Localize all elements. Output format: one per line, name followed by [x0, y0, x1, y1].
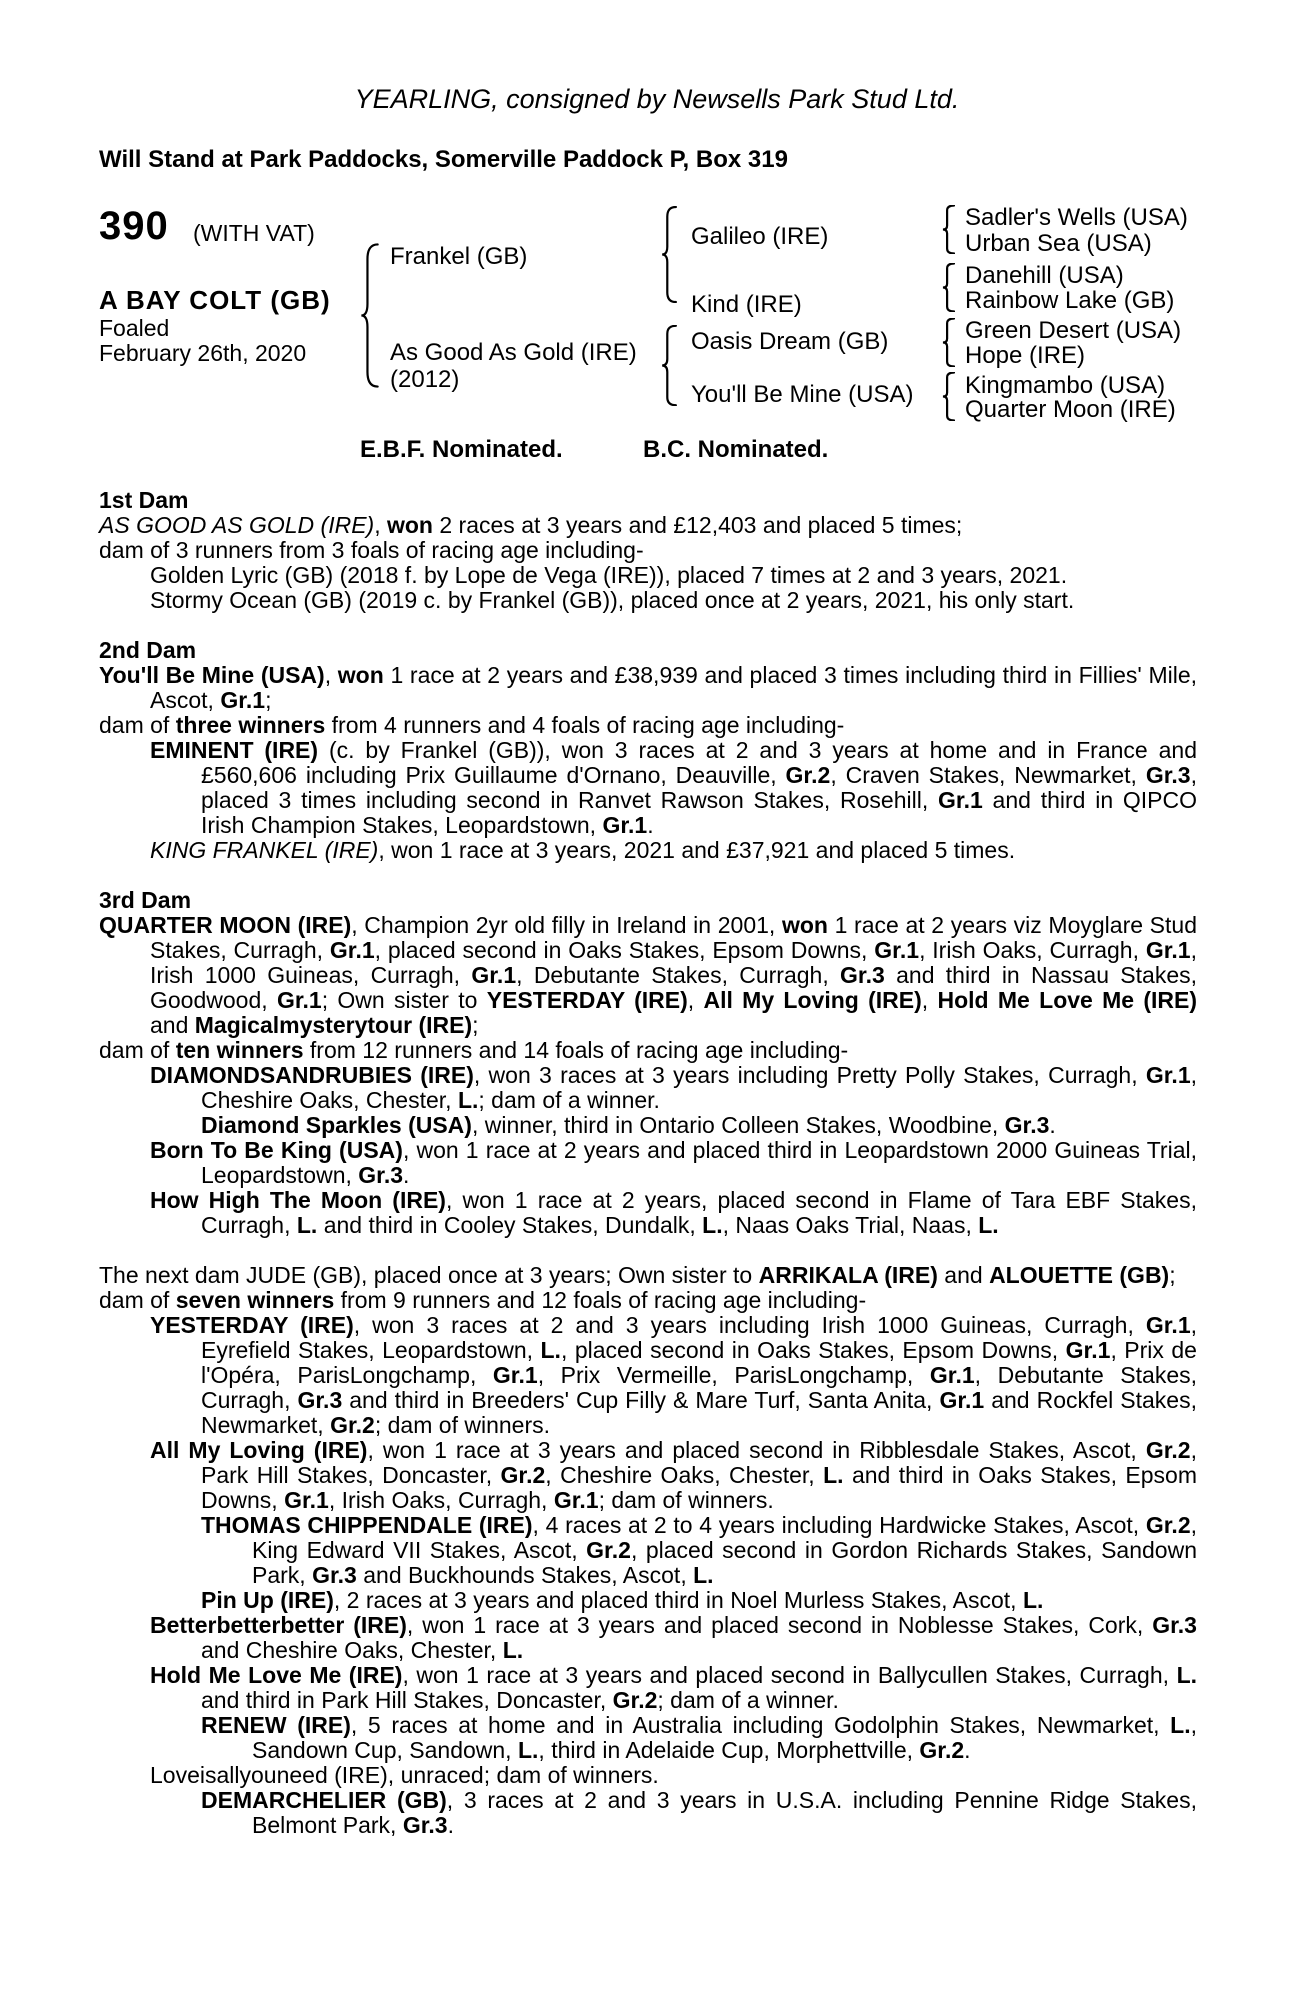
- pedigree-paragraph: Loveisallyouneed (IRE), unraced; dam of winners.: [150, 1762, 659, 1788]
- foaled-date: February 26th, 2020: [99, 340, 307, 366]
- pedigree-paragraph: Golden Lyric (GB) (2018 f. by Lope de Vega (IRE)), placed 7 times at 2 and 3 years, 2021.: [150, 562, 1068, 588]
- dam-section: [99, 1263, 1197, 1838]
- pedigree-paragraph: Born To Be King (USA), won 1 race at 2 years and placed third in Leopardstown 2000 Guineas Trial, Leopardstown, Gr.3.: [150, 1137, 1197, 1188]
- dam-section: [99, 638, 1197, 863]
- section-heading: 2nd Dam: [99, 637, 197, 663]
- great-grandparent-name: Sadler's Wells (USA): [965, 204, 1188, 231]
- dam-section: [99, 888, 1197, 1238]
- pedigree-paragraph: RENEW (IRE), 5 races at home and in Australia including Godolphin Stakes, Newmarket, L., Sandown Cup, Sandown, L., third in Adelaide Cup, Morphettville, Gr.2.: [201, 1712, 1197, 1763]
- great-grandparent-name: Danehill (USA): [965, 262, 1124, 289]
- pedigree-brace-sire: [661, 206, 677, 303]
- lot-number: 390: [99, 204, 169, 248]
- pedigree-paragraph: DIAMONDSANDRUBIES (IRE), won 3 races at 3 years including Pretty Polly Stakes, Curragh, Gr.1, Cheshire Oaks, Chester, L.; dam of a winner.: [150, 1062, 1198, 1113]
- pedigree-paragraph: THOMAS CHIPPENDALE (IRE), 4 races at 2 to 4 years including Hardwicke Stakes, Ascot, Gr.2, King Edward VII Stakes, Ascot, Gr.2, placed second in Gordon Richards Stakes, Sandown Park, Gr.3 and Buckhounds Stakes, Ascot, L.: [201, 1512, 1198, 1588]
- great-grandparent-name: Green Desert (USA): [965, 317, 1182, 344]
- dam-name: As Good As Gold (IRE): [390, 339, 637, 366]
- pedigree-paragraph: KING FRANKEL (IRE), won 1 race at 3 years, 2021 and £37,921 and placed 5 times.: [150, 837, 1016, 863]
- great-grandparent-name: Rainbow Lake (GB): [965, 287, 1175, 314]
- pedigree-paragraph: dam of seven winners from 9 runners and 12 foals of racing age including-: [99, 1287, 867, 1313]
- granddam-name: You'll Be Mine (USA): [691, 381, 914, 408]
- pedigree-details: [99, 488, 1197, 1838]
- pedigree-paragraph: How High The Moon (IRE), won 1 race at 2 years, placed second in Flame of Tara EBF Stakes, Curragh, L. and third in Cooley Stakes, Dundalk, L., Naas Oaks Trial, Naas, L.: [150, 1187, 1197, 1238]
- pedigree-brace-gen3-3: [942, 318, 955, 367]
- pedigree-paragraph: Betterbetterbetter (IRE), won 1 race at 3 years and placed second in Noblesse Stakes, Cork, Gr.3 and Cheshire Oaks, Chester, L.: [150, 1612, 1197, 1663]
- section-heading: 1st Dam: [99, 487, 189, 513]
- dam-year: (2012): [390, 366, 460, 393]
- pedigree-paragraph: Diamond Sparkles (USA), winner, third in Ontario Colleen Stakes, Woodbine, Gr.3.: [201, 1112, 1056, 1138]
- pedigree-paragraph: Hold Me Love Me (IRE), won 1 race at 3 years and placed second in Ballycullen Stakes, Curragh, L. and third in Park Hill Stakes, Doncaster, Gr.2; dam of a winner.: [150, 1662, 1198, 1713]
- pedigree-paragraph: The next dam JUDE (GB), placed once at 3 years; Own sister to ARRIKALA (IRE) and ALOUETTE (GB);: [99, 1262, 1176, 1288]
- pedigree-paragraph: Stormy Ocean (GB) (2019 c. by Frankel (GB)), placed once at 2 years, 2021, his only start.: [150, 587, 1075, 613]
- great-grandparent-name: Urban Sea (USA): [965, 230, 1152, 257]
- pedigree-brace-dam: [661, 325, 677, 406]
- dam-section: [99, 488, 1197, 613]
- pedigree-paragraph: DEMARCHELIER (GB), 3 races at 2 and 3 years in U.S.A. including Pennine Ridge Stakes, Belmont Park, Gr.3.: [201, 1787, 1197, 1838]
- pedigree-paragraph: Pin Up (IRE), 2 races at 3 years and placed third in Noel Murless Stakes, Ascot, L.: [201, 1587, 1044, 1613]
- pedigree-paragraph: dam of ten winners from 12 runners and 14 foals of racing age including-: [99, 1037, 849, 1063]
- bc-nomination: B.C. Nominated.: [643, 436, 829, 463]
- page-title: YEARLING, consigned by Newsells Park Stud Ltd.: [354, 84, 960, 114]
- pedigree-paragraph: EMINENT (IRE) (c. by Frankel (GB)), won 3 races at 2 and 3 years at home and in France and £560,606 including Prix Guillaume d'Ornano, Deauville, Gr.2, Craven Stakes, Newmarket, Gr.3, placed 3 times including second in Ranvet Rawson Stakes, Rosehill, Gr.1 and third in QIPCO Irish Champion Stakes, Leopardstown, Gr.1.: [150, 737, 1198, 838]
- granddam-name: Kind (IRE): [691, 291, 802, 318]
- pedigree-brace-gen3-2: [942, 263, 955, 312]
- ebf-nomination: E.B.F. Nominated.: [360, 436, 563, 463]
- foaled-label: Foaled: [99, 315, 170, 341]
- stand-location: Will Stand at Park Paddocks, Somerville Paddock P, Box 319: [99, 146, 788, 173]
- pedigree-paragraph: dam of three winners from 4 runners and 4 foals of racing age including-: [99, 712, 845, 738]
- great-grandparent-name: Kingmambo (USA): [965, 372, 1166, 399]
- pedigree-brace-gen3-4: [942, 372, 955, 421]
- pedigree-paragraph: All My Loving (IRE), won 1 race at 3 years and placed second in Ribblesdale Stakes, Ascot, Gr.2, Park Hill Stakes, Doncaster, Gr.2, Cheshire Oaks, Chester, L. and third in Oaks Stakes, Epsom Downs, Gr.1, Irish Oaks, Curragh, Gr.1; dam of winners.: [150, 1437, 1198, 1513]
- pedigree-paragraph: AS GOOD AS GOLD (IRE), won 2 races at 3 years and £12,403 and placed 5 times;: [99, 512, 963, 538]
- pedigree-table: [99, 200, 1259, 485]
- vat-note: (WITH VAT): [193, 220, 315, 246]
- pedigree-brace-main: [360, 243, 379, 388]
- grandsire-name: Galileo (IRE): [691, 223, 829, 250]
- horse-description: A BAY COLT (GB): [99, 285, 331, 315]
- sire-name: Frankel (GB): [390, 243, 528, 270]
- great-grandparent-name: Quarter Moon (IRE): [965, 396, 1176, 423]
- section-heading: 3rd Dam: [99, 887, 192, 913]
- pedigree-paragraph: QUARTER MOON (IRE), Champion 2yr old filly in Ireland in 2001, won 1 race at 2 years viz Moyglare Stud Stakes, Curragh, Gr.1, placed second in Oaks Stakes, Epsom Downs, Gr.1, Irish Oaks, Curragh, Gr.1, Irish 1000 Guineas, Curragh, Gr.1, Debutante Stakes, Curragh, Gr.3 and third in Nassau Stakes, Goodwood, Gr.1; Own sister to YESTERDAY (IRE), All My Loving (IRE), Hold Me Love Me (IRE) and Magicalmysterytour (IRE);: [99, 912, 1198, 1038]
- pedigree-paragraph: You'll Be Mine (USA), won 1 race at 2 years and £38,939 and placed 3 times including third in Fillies' Mile, Ascot, Gr.1;: [99, 662, 1198, 713]
- great-grandparent-name: Hope (IRE): [965, 342, 1086, 369]
- pedigree-paragraph: dam of 3 runners from 3 foals of racing age including-: [99, 537, 644, 563]
- grandsire-name: Oasis Dream (GB): [691, 328, 889, 355]
- pedigree-brace-gen3-1: [942, 205, 955, 254]
- pedigree-paragraph: YESTERDAY (IRE), won 3 races at 2 and 3 years including Irish 1000 Guineas, Curragh, Gr.1, Eyrefield Stakes, Leopardstown, L., placed second in Oaks Stakes, Epsom Downs, Gr.1, Prix de l'Opéra, ParisLongchamp, Gr.1, Prix Vermeille, ParisLongchamp, Gr.1, Debutante Stakes, Curragh, Gr.3 and third in Breeders' Cup Filly & Mare Turf, Santa Anita, Gr.1 and Rockfel Stakes, Newmarket, Gr.2; dam of winners.: [150, 1312, 1198, 1438]
